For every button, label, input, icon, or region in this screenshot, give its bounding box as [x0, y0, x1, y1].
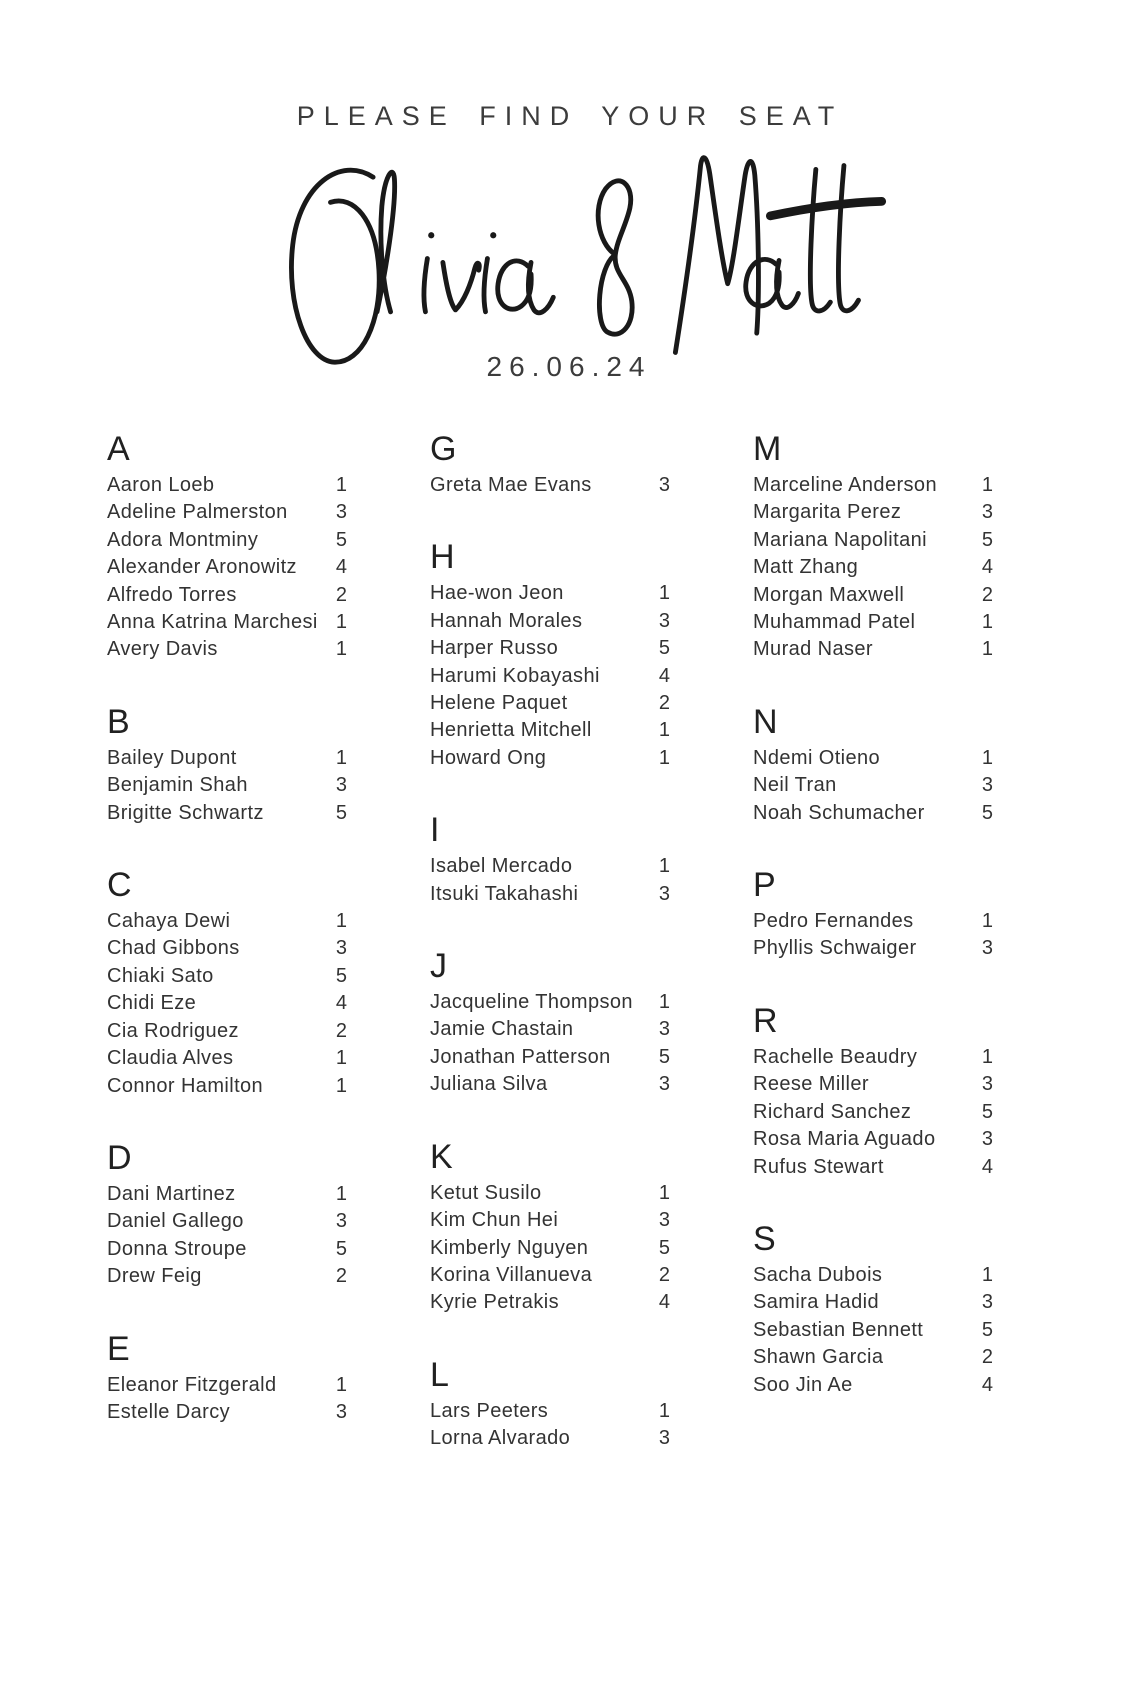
section-rows [430, 1180, 670, 1317]
section-letter: H [430, 538, 456, 577]
guest-name: Samira Hadid [753, 1291, 879, 1314]
guest-name: Aaron Loeb [107, 474, 215, 496]
guest-name: Lars Peeters [430, 1399, 549, 1422]
section-rows [430, 580, 670, 772]
section-rows [107, 472, 347, 664]
guest-table-number: 3 [335, 1210, 347, 1233]
section-letter: M [753, 430, 783, 468]
script-strokes [291, 158, 881, 363]
guest-table-number: 4 [335, 992, 347, 1015]
guest-name: Daniel Gallego [107, 1210, 244, 1233]
guest-name: Richard Sanchez [753, 1100, 912, 1123]
section-letter: C [107, 866, 133, 905]
guest-row [753, 800, 993, 827]
guest-table-number: 1 [335, 638, 347, 661]
guest-row [753, 908, 993, 935]
guest-name: Jonathan Patterson [430, 1045, 611, 1068]
guest-table-number: 1 [658, 991, 670, 1014]
guest-name: Mariana Napolitani [753, 528, 927, 551]
guest-row [430, 635, 670, 662]
guest-name: Sebastian Bennett [753, 1318, 924, 1341]
guest-row [107, 1073, 347, 1100]
guest-name: Sacha Dubois [753, 1263, 883, 1286]
alphabet-section [430, 812, 670, 908]
section-letter: B [107, 702, 131, 741]
guest-name: Chad Gibbons [107, 937, 240, 960]
guest-name: Muhammad Patel [753, 611, 916, 634]
section-rows [430, 989, 670, 1099]
section-letter: N [753, 702, 779, 741]
section-letter: E [107, 1329, 131, 1368]
guest-name: Juliana Silva [430, 1073, 548, 1096]
couple-names [284, 150, 904, 369]
section-letter: G [430, 430, 458, 468]
guest-table-number: 5 [335, 528, 347, 551]
guest-row [430, 690, 670, 717]
guest-name: Rufus Stewart [753, 1155, 884, 1178]
guest-column [430, 431, 670, 1453]
guest-row [107, 1018, 347, 1045]
guest-table-number: 4 [335, 556, 347, 579]
guest-table-number: 1 [658, 1399, 670, 1422]
section-rows [107, 1181, 347, 1291]
guest-row [753, 745, 993, 772]
guest-name: Reese Miller [753, 1073, 869, 1096]
section-rows [753, 1262, 993, 1399]
guest-row [753, 1099, 993, 1126]
guest-table-number: 3 [981, 774, 993, 797]
guest-row [107, 800, 347, 827]
guest-table-number: 3 [981, 937, 993, 960]
guest-name: Soo Jin Ae [753, 1373, 853, 1396]
guest-table-number: 1 [335, 611, 347, 634]
guest-row [753, 472, 993, 499]
guest-name: Donna Stroupe [107, 1237, 247, 1260]
alphabet-section [107, 1331, 347, 1427]
guest-name: Noah Schumacher [753, 801, 925, 824]
guest-name: Jacqueline Thompson [430, 991, 633, 1014]
guest-row [107, 472, 347, 499]
section-rows [107, 908, 347, 1100]
guest-row [107, 527, 347, 554]
guest-table-number: 3 [658, 474, 670, 496]
guest-name: Cahaya Dewi [107, 910, 231, 933]
guest-table-number: 3 [981, 1291, 993, 1314]
guest-table-number: 4 [981, 1155, 993, 1178]
guest-table-number: 1 [335, 1182, 347, 1205]
guest-table-number: 3 [658, 1018, 670, 1041]
guest-table-number: 5 [658, 1236, 670, 1259]
alphabet-section [430, 948, 670, 1099]
section-letter: I [430, 811, 441, 850]
section-rows [430, 1398, 670, 1453]
guest-row [430, 881, 670, 908]
guest-name: Estelle Darcy [107, 1400, 231, 1423]
guest-table-number: 1 [981, 474, 993, 496]
guest-table-number: 2 [335, 583, 347, 606]
guest-table-number: 1 [981, 1263, 993, 1286]
guest-row [430, 853, 670, 880]
section-letter: P [753, 866, 777, 905]
guest-row [430, 1207, 670, 1234]
guest-table-number: 1 [981, 638, 993, 661]
section-rows [753, 472, 993, 664]
guest-name: Isabel Mercado [430, 855, 573, 878]
guest-table-number: 1 [981, 910, 993, 933]
guest-name: Adora Montminy [107, 528, 259, 551]
alphabet-section [107, 704, 347, 827]
guest-table-number: 1 [335, 910, 347, 933]
guest-table-number: 5 [335, 964, 347, 987]
guest-name: Claudia Alves [107, 1047, 234, 1070]
alphabet-section [430, 539, 670, 772]
guest-name: Greta Mae Evans [430, 474, 592, 496]
guest-row [430, 1289, 670, 1316]
guest-name: Margarita Perez [753, 501, 902, 524]
guest-name: Eleanor Fitzgerald [107, 1373, 277, 1396]
guest-row [753, 1289, 993, 1316]
guest-name: Jamie Chastain [430, 1018, 574, 1041]
guest-name: Matt Zhang [753, 556, 859, 579]
alphabet-section [107, 1140, 347, 1291]
guest-row [430, 1425, 670, 1452]
guest-name: Kimberly Nguyen [430, 1236, 589, 1259]
guest-row [430, 1016, 670, 1043]
guest-row [430, 1180, 670, 1207]
guest-row [753, 1317, 993, 1344]
guest-name: Harper Russo [430, 637, 559, 660]
guest-name: Alfredo Torres [107, 583, 237, 606]
guest-table-number: 1 [335, 1074, 347, 1097]
guest-name: Rosa Maria Aguado [753, 1128, 936, 1151]
guest-name: Drew Feig [107, 1265, 202, 1288]
guest-table-number: 1 [335, 746, 347, 769]
section-letter: A [107, 430, 131, 468]
guest-row [753, 636, 993, 663]
guest-name: Murad Naser [753, 638, 873, 661]
alphabet-section [753, 704, 993, 827]
guest-table-number: 2 [335, 1019, 347, 1042]
guest-table-number: 3 [981, 501, 993, 524]
guest-name: Ketut Susilo [430, 1181, 542, 1204]
section-letter: S [753, 1219, 777, 1258]
guest-table-number: 1 [335, 1047, 347, 1070]
guest-table-number: 5 [981, 801, 993, 824]
guest-table-number: 4 [658, 1291, 670, 1314]
guest-row [753, 1126, 993, 1153]
guest-row [107, 963, 347, 990]
guest-row [430, 1398, 670, 1425]
section-letter: K [430, 1137, 454, 1176]
guest-table-number: 4 [658, 664, 670, 687]
alphabet-section [430, 1139, 670, 1317]
section-rows [107, 745, 347, 827]
section-rows [753, 745, 993, 827]
guest-row [753, 609, 993, 636]
guest-row [430, 1071, 670, 1098]
guest-name: Anna Katrina Marchesi [107, 611, 318, 634]
guest-table-number: 1 [658, 746, 670, 769]
alphabet-section [753, 431, 993, 664]
guest-row [430, 580, 670, 607]
alphabet-section [107, 431, 347, 664]
guest-row [107, 772, 347, 799]
guest-row [430, 989, 670, 1016]
guest-row [107, 1263, 347, 1290]
guest-row [107, 636, 347, 663]
guest-name: Shawn Garcia [753, 1346, 884, 1369]
guest-column [107, 431, 347, 1426]
guest-row [753, 935, 993, 962]
guest-table-number: 2 [335, 1265, 347, 1288]
guest-row [107, 745, 347, 772]
guest-name: Ndemi Otieno [753, 746, 881, 769]
guest-table-number: 3 [658, 609, 670, 632]
guest-name: Marceline Anderson [753, 474, 937, 496]
guest-table-number: 3 [658, 1427, 670, 1450]
guest-name: Itsuki Takahashi [430, 882, 579, 905]
alphabet-section [430, 431, 670, 499]
guest-row [430, 717, 670, 744]
guest-name: Helene Paquet [430, 692, 568, 715]
guest-row [430, 1235, 670, 1262]
guest-name: Morgan Maxwell [753, 583, 905, 606]
guest-row [107, 1399, 347, 1426]
guest-row [107, 1236, 347, 1263]
guest-table-number: 1 [658, 582, 670, 605]
guest-row [753, 1262, 993, 1289]
alphabet-section [753, 1003, 993, 1181]
seating-chart-page [0, 103, 1131, 1703]
guest-row [430, 663, 670, 690]
section-letter: R [753, 1001, 779, 1040]
guest-name: Korina Villanueva [430, 1263, 593, 1286]
guest-table-number: 4 [981, 556, 993, 579]
guest-name: Phyllis Schwaiger [753, 937, 917, 960]
guest-column [753, 431, 993, 1399]
section-letter: D [107, 1138, 133, 1177]
couple-names-script [284, 150, 904, 369]
guest-table-number: 3 [981, 1128, 993, 1151]
alphabet-section [430, 1357, 670, 1453]
guest-table-number: 5 [658, 637, 670, 660]
guest-row [753, 1154, 993, 1181]
guest-row [107, 1181, 347, 1208]
guest-row [107, 499, 347, 526]
alphabet-section [107, 867, 347, 1100]
guest-table-number: 3 [335, 501, 347, 524]
guest-name: Connor Hamilton [107, 1074, 264, 1097]
section-rows [753, 908, 993, 963]
guest-name: Cia Rodriguez [107, 1019, 239, 1042]
event-date: 26.06.24 [486, 351, 652, 382]
guest-name: Hae-won Jeon [430, 582, 564, 605]
section-letter: L [430, 1355, 450, 1394]
guest-table-number: 5 [335, 1237, 347, 1260]
guest-table-number: 1 [981, 1045, 993, 1068]
guest-table-number: 3 [981, 1073, 993, 1096]
guest-row [753, 1344, 993, 1371]
guest-table-number: 4 [981, 1373, 993, 1396]
guest-row [753, 527, 993, 554]
guest-row [430, 1262, 670, 1289]
guest-name: Dani Martinez [107, 1182, 236, 1205]
guest-table-number: 3 [658, 1209, 670, 1232]
guest-name: Rachelle Beaudry [753, 1045, 918, 1068]
guest-row [753, 582, 993, 609]
guest-table-number: 1 [658, 1181, 670, 1204]
guest-row [107, 1208, 347, 1235]
guest-row [107, 990, 347, 1017]
guest-name: Avery Davis [107, 638, 218, 661]
section-rows [430, 472, 670, 499]
guest-name: Chidi Eze [107, 992, 197, 1015]
guest-name: Adeline Palmerston [107, 501, 288, 524]
guest-table-number: 2 [981, 583, 993, 606]
guest-name: Hannah Morales [430, 609, 583, 632]
guest-row [430, 1044, 670, 1071]
guest-table-number: 2 [981, 1346, 993, 1369]
guest-table-number: 5 [981, 528, 993, 551]
guest-row [753, 1071, 993, 1098]
guest-name: Bailey Dupont [107, 746, 237, 769]
guest-name: Harumi Kobayashi [430, 664, 600, 687]
guest-table-number: 1 [658, 855, 670, 878]
guest-table-number: 5 [658, 1045, 670, 1068]
guest-name: Kyrie Petrakis [430, 1291, 559, 1314]
guest-table-number: 3 [335, 937, 347, 960]
guest-table-number: 1 [335, 474, 347, 496]
guest-row [107, 554, 347, 581]
guest-table-number: 5 [981, 1100, 993, 1123]
guest-row [430, 745, 670, 772]
guest-name: Kim Chun Hei [430, 1209, 559, 1232]
guest-table-number: 5 [335, 801, 347, 824]
guest-table-number: 1 [981, 746, 993, 769]
guest-name: Henrietta Mitchell [430, 719, 592, 742]
guest-name: Benjamin Shah [107, 774, 248, 797]
guest-row [753, 554, 993, 581]
guest-name: Lorna Alvarado [430, 1427, 571, 1450]
guest-name: Neil Tran [753, 774, 837, 797]
section-rows [430, 853, 670, 908]
guest-row [430, 608, 670, 635]
guest-row [753, 1372, 993, 1399]
guest-table-number: 2 [658, 1263, 670, 1286]
guest-name: Brigitte Schwartz [107, 801, 264, 824]
guest-table-number: 5 [981, 1318, 993, 1341]
guest-row [107, 582, 347, 609]
page-kicker: PLEASE FIND YOUR SEAT [296, 101, 844, 131]
guest-row [753, 499, 993, 526]
guest-name: Howard Ong [430, 746, 547, 769]
guest-row [107, 1045, 347, 1072]
alphabet-section [753, 867, 993, 963]
guest-name: Pedro Fernandes [753, 910, 914, 933]
guest-table-number: 3 [658, 882, 670, 905]
guest-row [107, 1372, 347, 1399]
section-rows [753, 1044, 993, 1181]
guest-row [753, 772, 993, 799]
guest-row [107, 609, 347, 636]
guest-table-number: 3 [335, 1400, 347, 1423]
guest-table-number: 2 [658, 692, 670, 715]
guest-table-number: 1 [981, 611, 993, 634]
guest-name: Chiaki Sato [107, 964, 214, 987]
guest-row [753, 1044, 993, 1071]
guest-columns [0, 431, 1131, 1453]
guest-table-number: 1 [335, 1373, 347, 1396]
guest-row [107, 935, 347, 962]
guest-row [430, 472, 670, 499]
section-letter: J [430, 947, 448, 986]
alphabet-section [753, 1221, 993, 1399]
guest-table-number: 3 [335, 774, 347, 797]
guest-table-number: 1 [658, 719, 670, 742]
guest-table-number: 3 [658, 1073, 670, 1096]
guest-name: Alexander Aronowitz [107, 556, 297, 579]
guest-row [107, 908, 347, 935]
section-rows [107, 1372, 347, 1427]
